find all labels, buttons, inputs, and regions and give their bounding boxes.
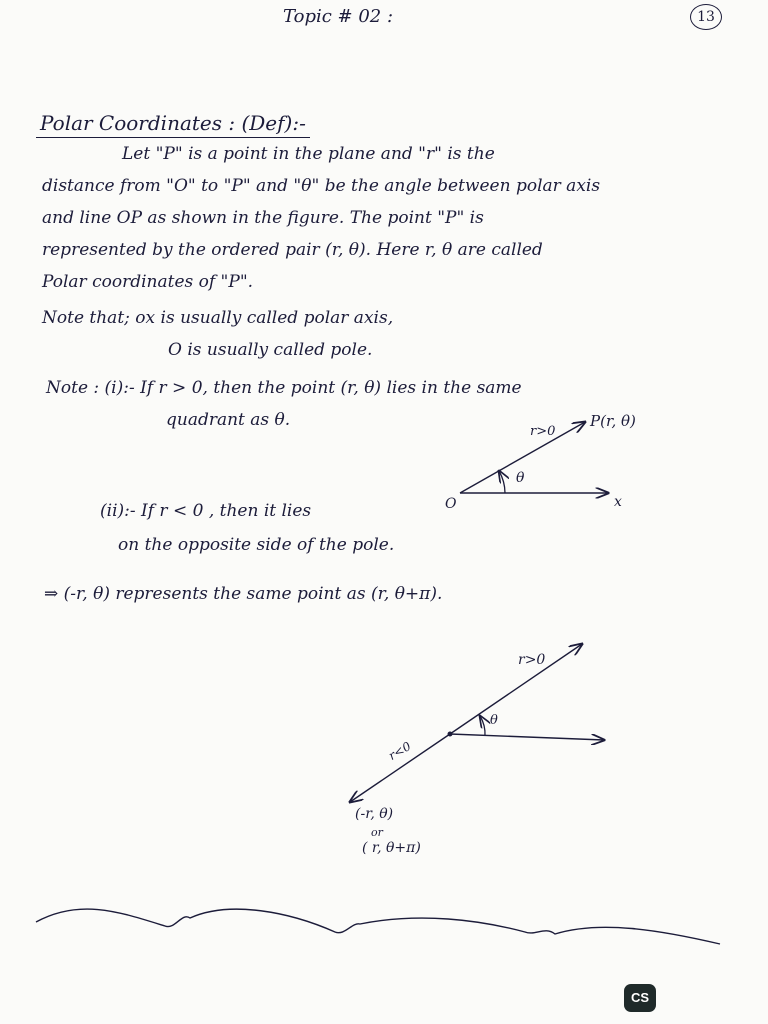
note-ii-line: on the opposite side of the pole. [118, 535, 395, 555]
definition-line: Polar coordinates of "P". [42, 272, 254, 292]
angle-arc [499, 471, 505, 493]
fig2-or-label: or [371, 826, 383, 839]
camscanner-logo: CS [624, 984, 656, 1012]
axis-line-2 [450, 734, 604, 740]
topic-title: Topic # 02 : [283, 6, 394, 27]
definition-line: distance from "O" to "P" and "θ" be the angle between polar axis [42, 176, 601, 196]
fig1-axis-label: x [614, 494, 622, 510]
pole-dot [448, 732, 453, 737]
fig2-point-label: (-r, θ) [355, 806, 394, 822]
definition-line: represented by the ordered pair (r, θ). Here r, θ are called [42, 240, 543, 260]
note-i-line: quadrant as θ. [166, 410, 291, 430]
fig2-angle-label: θ [490, 713, 498, 728]
page-number: 13 [690, 4, 722, 30]
angle-arc-2 [480, 716, 485, 736]
fig1-r-label: r>0 [530, 424, 556, 439]
definition-line: and line OP as shown in the figure. The point "P" is [42, 208, 484, 228]
fig1-angle-label: θ [516, 470, 525, 486]
note-that-line: Note that; ox is usually called polar axis, [42, 308, 394, 328]
decorative-flourish [36, 909, 720, 944]
definition-line: Let "P" is a point in the plane and "r" is the [122, 144, 495, 164]
fig2-alt-label: ( r, θ+π) [362, 840, 421, 856]
note-that-line: O is usually called pole. [168, 340, 373, 360]
fig2-r-pos-label: r>0 [518, 652, 546, 668]
line-r-positive [450, 644, 582, 734]
note-ii-line: (ii):- If r < 0 , then it lies [100, 501, 312, 521]
fig1-point-label: P(r, θ) [590, 412, 636, 430]
implication-line: ⇒ (-r, θ) represents the same point as (r, θ+π). [44, 584, 443, 604]
fig2-r-neg-label: r<0 [386, 739, 414, 763]
fig1-origin-label: O [445, 496, 457, 512]
note-i-line: Note : (i):- If r > 0, then the point (r, θ) lies in the same [46, 378, 522, 398]
section-heading: Polar Coordinates : (Def):- [36, 111, 310, 138]
